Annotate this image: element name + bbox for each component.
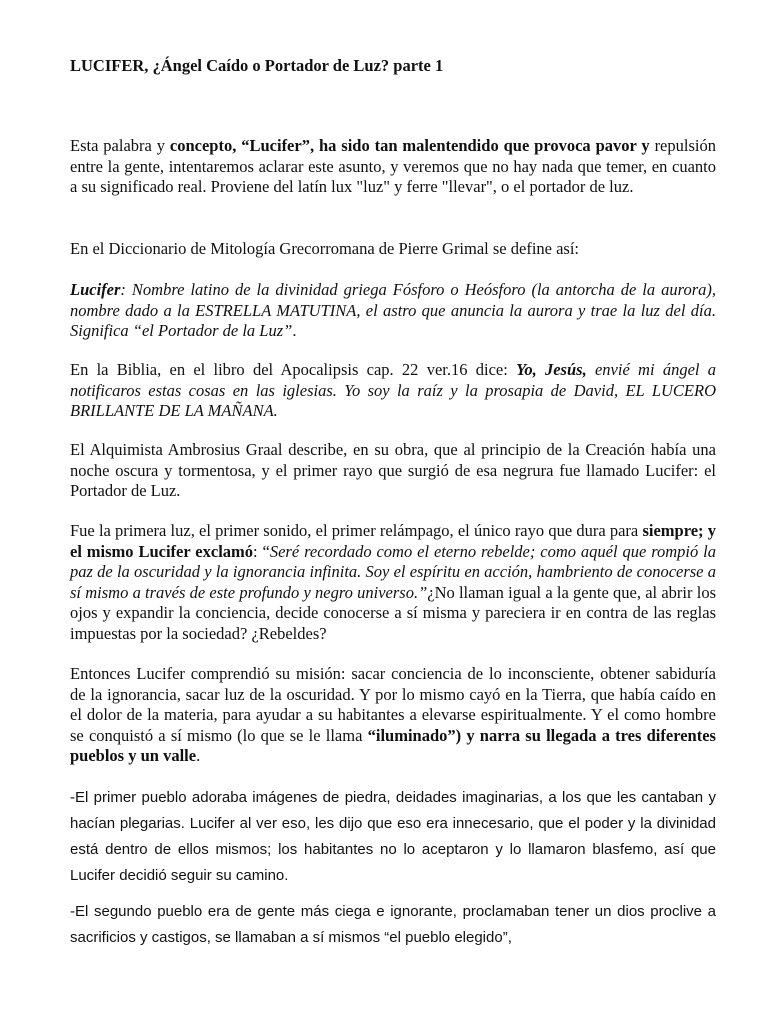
mission-text-bold: “iluminado”) y narra su llegada a tres diferentes pueblos y un valle [70, 725, 716, 765]
first-light-text-c: : “ [253, 541, 270, 561]
paragraph-mission [70, 664, 716, 767]
first-light-text-bold: siempre; y el mismo Lucifer exclamó [70, 521, 716, 561]
intro-text-bold: concepto, “Lucifer”, ha sido tan malentendido que provoca pavor y [169, 136, 650, 155]
paragraph-definition [70, 280, 716, 342]
paragraph-alchemist: El Alquimista Ambrosius Graal describe, en su obra, que al principio de la Creación había una noche oscura y tormentosa, y el primer rayo que surgió de esa negrura fue llamado Lucifer: el Portador de Luz. [70, 440, 716, 500]
bible-text-bold: Yo, Jesús, [516, 360, 587, 379]
document-title: LUCIFER, ¿Ángel Caído o Portador de Luz? parte 1 [70, 56, 444, 75]
definition-term: Lucifer [70, 280, 121, 299]
first-light-text-e: ¿No llaman igual a la gente que, al abrir los ojos y expandir la conciencia, decide conocerse a sí misma y pareciera ir en contra de las reglas impuestas por la sociedad? ¿Rebeldes? [70, 582, 716, 643]
mission-text-a: Entonces Lucifer comprendió su misión: sacar conciencia de lo inconsciente, obtener sabiduría de la ignorancia, sacar luz de la oscuridad. Y por lo mismo cayó en la Tierra, que había caído en el dolor de la materia, para ayudar a su habitantes a elevarse espiritualmente. Y el como hombre se conquistó a sí mismo (lo que se le llama [70, 664, 716, 745]
paragraph-intro [70, 136, 716, 198]
bible-text-a: En la Biblia, en el libro del Apocalipsis cap. 22 ver.16 dice: [70, 360, 517, 379]
intro-text-a: Esta palabra y [70, 136, 170, 155]
first-light-text-a: Fue la primera luz, el primer sonido, el primer relámpago, el único rayo que dura para [70, 521, 643, 540]
paragraph-bible [70, 360, 716, 422]
paragraph-first-town: -El primer pueblo adoraba imágenes de piedra, deidades imaginarias, a los que les cantaban y hacían plegarias. Lucifer al ver eso, les dijo que eso era innecesario, que el poder y la divinidad está dentro de ellos mismos; los habitantes no lo aceptaron y lo llamaron blasfemo, así que Lucifer decidió seguir su camino. [70, 789, 716, 884]
paragraph-dictionary: En el Diccionario de Mitología Grecorromana de Pierre Grimal se define así: [70, 239, 580, 258]
definition-end: . [292, 321, 297, 340]
intro-text-c: repulsión entre la gente, intentaremos aclarar este asunto, y veremos que no hay nada que temer, en cuanto a su significado real. Proviene del latín lux "luz" y ferre "llevar", o el portador de luz. [70, 136, 716, 196]
paragraph-second-town: -El segundo pueblo era de gente más ciega e ignorante, proclamaban tener un dios proclive a sacrificios y castigos, se llamaban a sí mismos “el pueblo elegido”, [70, 903, 716, 946]
bible-text-quote: envié mi ángel a notificaros estas cosas en las iglesias. Yo soy la raíz y la prosapia de David, EL LUCERO BRILLANTE DE LA MAÑANA. [70, 360, 717, 420]
definition-text: : Nombre latino de la divinidad griega Fósforo o Heósforo (la antorcha de la aurora), nombre dado a la ESTRELLA MATUTINA, el astro que anuncia la aurora y trae la luz del día. Significa “el Portador de la Luz” [70, 280, 716, 340]
paragraph-first-light [70, 521, 716, 644]
first-light-quote: Seré recordado como el eterno rebelde; como aquél que rompió la paz de la oscuridad y la ignorancia infinita. Soy el espíritu en acción, hambriento de conocerse a sí mismo a través de este profundo y negro universo.” [70, 541, 716, 602]
mission-text-c: . [196, 746, 201, 765]
